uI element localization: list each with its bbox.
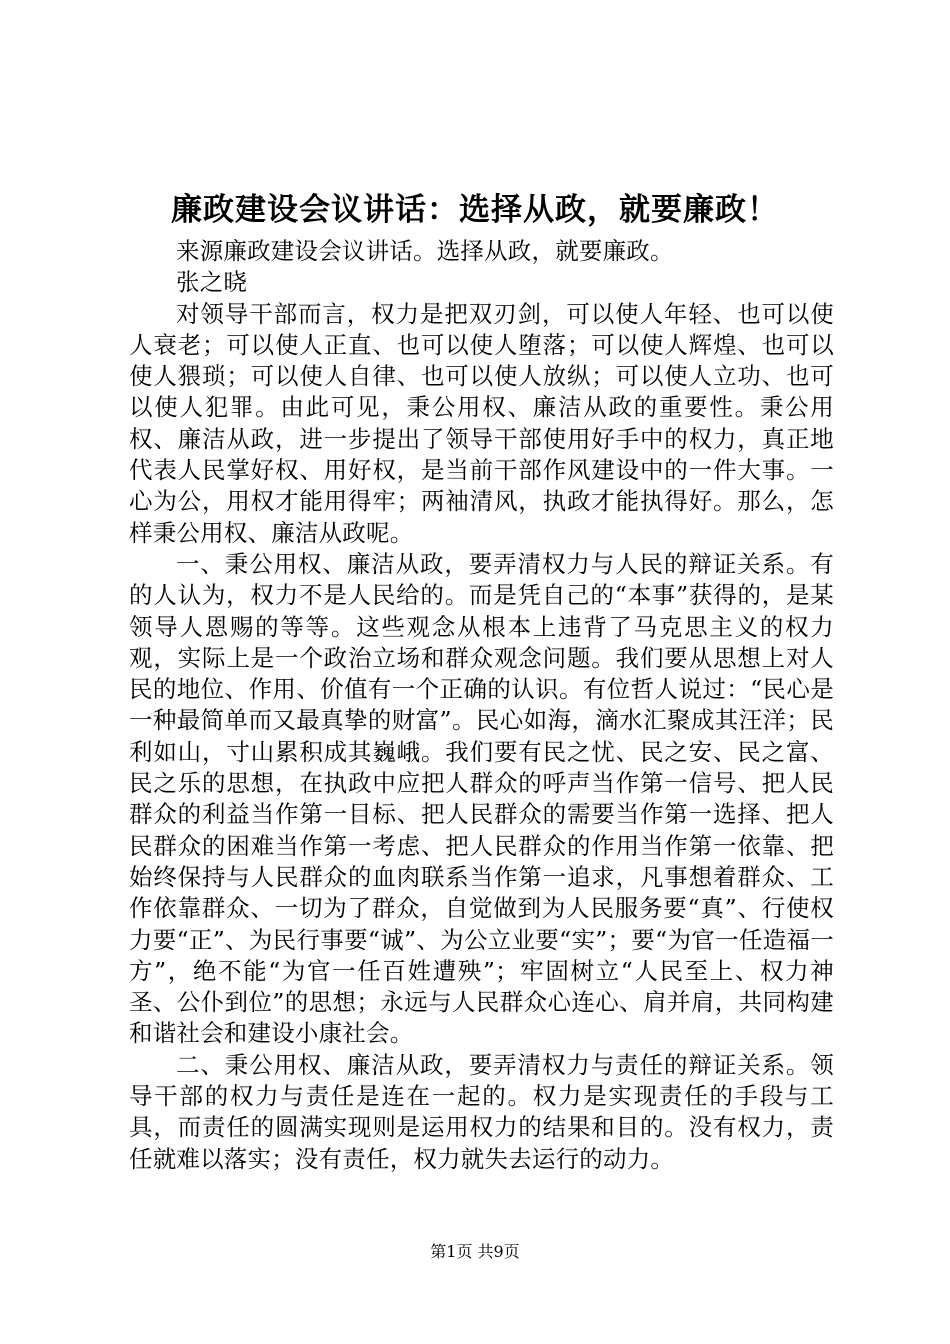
body-paragraph-1: 对领导干部而言，权力是把双刃剑，可以使人年轻、也可以使人衰老；可以使人正直、也可以使人堕落；可以使人辉煌、也可以使人猥琐；可以使人自律、也可以使人放纵；可以使人立功、也可以使人犯罪。由此可见，秉公用权、廉洁从政的重要性。秉公用权、廉洁从政，进一步提出了领导干部使用好手中的权力，真正地代表人民掌好权、用好权，是当前干部作风建设中的一件大事。一心为公，用权才能用得牢；两袖清风，执政才能执得好。那么，怎样秉公用权、廉洁从政呢。: [129, 299, 834, 547]
body-paragraph-3: 二、秉公用权、廉洁从政，要弄清权力与责任的辩证关系。领导干部的权力与责任是连在一起的。权力是实现责任的手段与工具，而责任的圆满实现则是运用权力的结果和目的。没有权力，责任就难以落实；没有责任，权力就失去运行的动力。: [129, 1050, 834, 1173]
author-name: 张之晓: [176, 268, 248, 297]
source-line: 来源廉政建设会议讲话。选择从政，就要廉政。: [176, 237, 674, 265]
document-body: [129, 236, 834, 1175]
body-paragraph-2: 一、秉公用权、廉洁从政，要弄清权力与人民的辩证关系。有的人认为，权力不是人民给的。而是凭自己的“本事”获得的，是某领导人恩赐的等等。这些观念从根本上违背了马克思主义的权力观，实际上是一个政治立场和群众观念问题。我们要从思想上对人民的地位、作用、价值有一个正确的认识。有位哲人说过：“民心是一种最简单而又最真挚的财富”。民心如海，滴水汇聚成其汪洋；民利如山，寸山累积成其巍峨。我们要有民之忧、民之安、民之富、民之乐的思想，在执政中应把人群众的呼声当作第一信号、把人民群众的利益当作第一目标、把人民群众的需要当作第一选择、把人民群众的困难当作第一考虑、把人民群众的作用当作第一依靠、把始终保持与人民群众的血肉联系当作第一追求，凡事想着群众、工作依靠群众、一切为了群众，自觉做到为人民服务要“真”、行使权力要“正”、为民行事要“诚”、为公立业要“实”；要“为官一任造福一方”，绝不能“为官一任百姓遭殃”；牢固树立“人民至上、权力神圣、公仆到位”的思想；永远与人民群众心连心、肩并肩，共同构建和谐社会和建设小康社会。: [129, 549, 834, 1048]
page-footer: 第1页 共9页: [430, 1242, 520, 1261]
document-title: 廉政建设会议讲话：选择从政，就要廉政！: [171, 192, 779, 228]
